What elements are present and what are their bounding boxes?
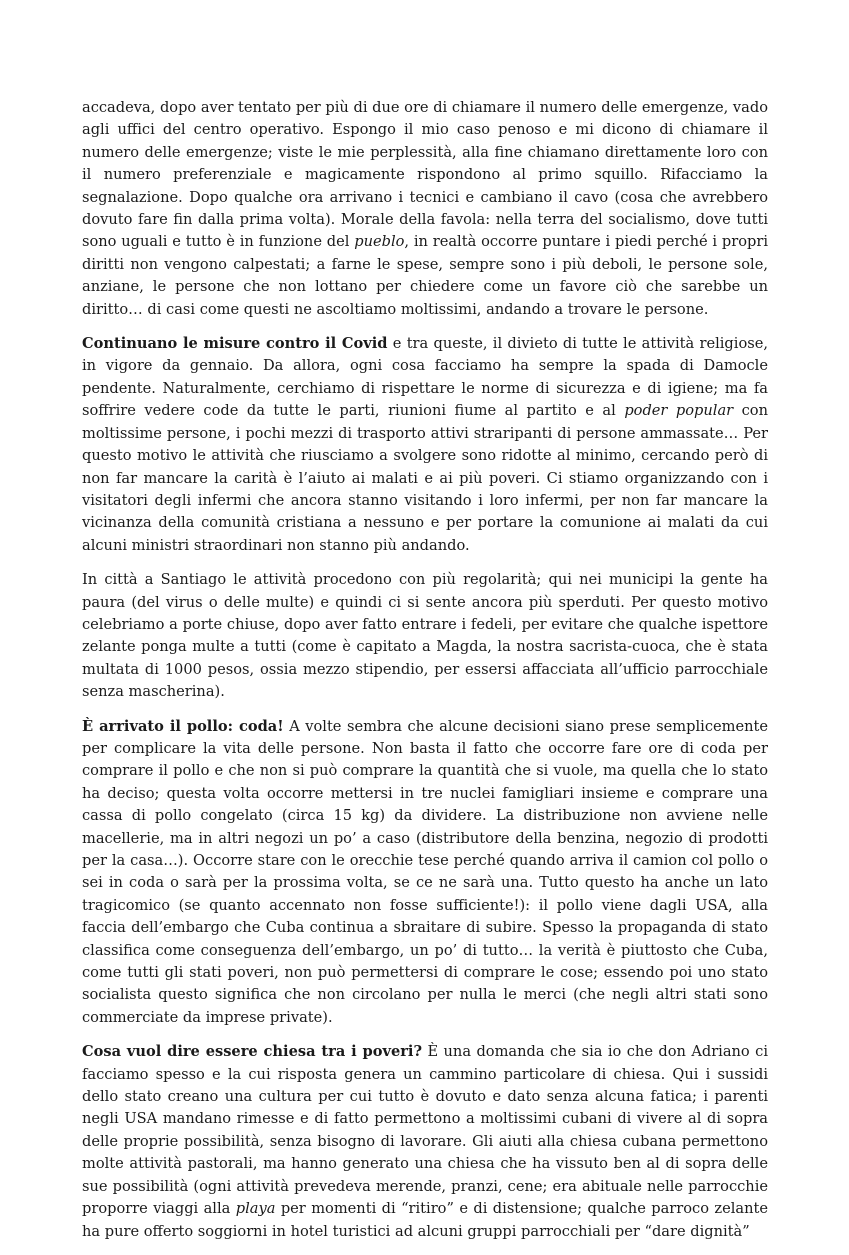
paragraph-text: A volte sembra che alcune decisioni siano prese semplicemente per complicare la vita delle persone. Non basta il fatto che occorre fare ore di coda per comprare il pollo e che non si può comprare la quantità che si vuole, ma quella che lo stato ha deciso; questa volta occorre mettersi in tre nuclei famigliari insieme e comprare una cassa di pollo congelato (circa 15 kg) da dividere. La distribuzione non avviene nelle macellerie, ma in altri negozi un po’ a caso (distributore della benzina, negozio di prodotti per la casa…). Occorre stare con le orecchie tese perché quando arriva il camion col pollo o sei in coda o sarà per la prossima volta, se ce ne sarà una. Tutto questo ha anche un lato tragicomico (se quanto accennato non fosse sufficiente!): il pollo viene dagli USA, alla faccia dell’embargo che Cuba continua a sbraitare di subire. Spesso la propaganda di stato classifica come conseguenza dell’embargo, un po’ di tutto… la verità è piuttosto che Cuba, come tutti gli stati poveri, non può permettersi di comprare le cose; essendo poi uno stato socialista questo significa che non circolano per nulla le merci (che negli altri stati sono commerciate da imprese private). — [82, 717, 769, 1026]
paragraph-heading: Cosa vuol dire essere chiesa tra i poveri? — [82, 1043, 423, 1061]
paragraph-text: con moltissime persone, i pochi mezzi di trasporto attivi straripanti di persone ammassate… Per questo motivo le attività che riusciamo a svolgere sono ridotte al minimo, cercando però di non far mancare la carità è l’aiuto ai malati e ai più poveri. Ci stiamo organizzando con i visitatori degli infermi che ancora stanno visitando i loro infermi, per non far mancare la vicinanza della comunità cristiana a nessuno e per portare la comunione ai malati da cui alcuni ministri straordinari non stanno più andando. — [82, 402, 768, 554]
paragraph-text: È una domanda che sia io che don Adriano ci facciamo spesso e la cui risposta genera un cammino particolare di chiesa. Qui i sussidi dello stato creano una cultura per cui tutto è dovuto e dato senza alcuna fatica; i parenti negli USA mandano rimesse e di fatto permettono a moltissimi cubani di vivere al di sopra delle proprie possibilità, senza bisogno di lavorare. Gli aiuti alla chiesa cubana permettono molte attività pastorali, ma hanno generato una chiesa che ha vissuto ben al di sopra delle sue possibilità (ogni attività prevedeva merende, pranzi, cene; era abituale nelle parrocchie proporre viaggi alla — [82, 1043, 768, 1218]
paragraph-text: e tra queste, il divieto di tutte le attività religiose, in vigore da gennaio. Da allora, ogni cosa facciamo ha sempre la spada di Damocle pendente. Naturalmente, cerchiamo di rispettare le norme di sicurezza e di igiene; ma fa soffrire vedere code da tutte le parti, riunioni fiume al partito e al — [82, 335, 768, 420]
italic-term: poder popular — [624, 402, 734, 420]
paragraph-text: accadeva, dopo aver tentato per più di due ore di chiamare il numero delle emergenze, vado agli uffici del centro operativo. Espongo il mio caso penoso e mi dicono di chiamare il numero delle emergenze; viste le mie perplessità, alla fine chiamano direttamente loro con il numero preferenziale e magicamente rispondono al primo squillo. Rifacciamo la segnalazione. Dopo qualche ora arrivano i tecnici e cambiano il cavo (cosa che avrebbero dovuto fare fin dalla prima volta). Morale della favola: nella terra del socialismo, dove tutti sono uguali e tutto è in funzione del — [82, 99, 768, 251]
paragraph-covid-measures — [82, 333, 768, 557]
document-page — [82, 97, 768, 1255]
italic-term: playa — [235, 1200, 276, 1218]
paragraph-chicken-queue — [82, 716, 768, 1030]
paragraph-heading: È arrivato il pollo: coda! — [82, 717, 284, 735]
paragraph-text: , in realtà occorre puntare i piedi perché i propri diritti non vengono calpestati; a farne le spese, sempre sono i più deboli, le persone sole, anziane, le persone che non lottano per chiedere come un favore ciò che sarebbe un diritto… di casi come questi ne ascoltiamo moltissimi, andando a trovare le persone. — [82, 233, 768, 318]
paragraph-heading: Continuano le misure contro il Covid — [82, 335, 388, 353]
italic-term: pueblo — [354, 233, 405, 251]
paragraph-text: In città a Santiago le attività procedono con più regolarità; qui nei municipi la gente ha paura (del virus o delle multe) e quindi ci si sente ancora più sperduti. Per questo motivo celebriamo a porte chiuse, dopo aver fatto entrare i fedeli, per evitare che qualche ispettore zelante ponga multe a tutti (come è capitato a Magda, la nostra sacrista-cuoca, che è stata multata di 1000 pesos, ossia mezzo stipendio, per essersi affacciata all’ufficio parrocchiale senza mascherina). — [82, 571, 768, 701]
paragraph-santiago — [82, 569, 768, 703]
paragraph-church-poor — [82, 1041, 768, 1243]
paragraph-emergency-call — [82, 97, 768, 321]
paragraph-text: per momenti di “ritiro” e di distensione; qualche parroco zelante ha pure offerto soggiorni in hotel turistici ad alcuni gruppi parrocchiali per “dare dignità” — [82, 1200, 768, 1240]
